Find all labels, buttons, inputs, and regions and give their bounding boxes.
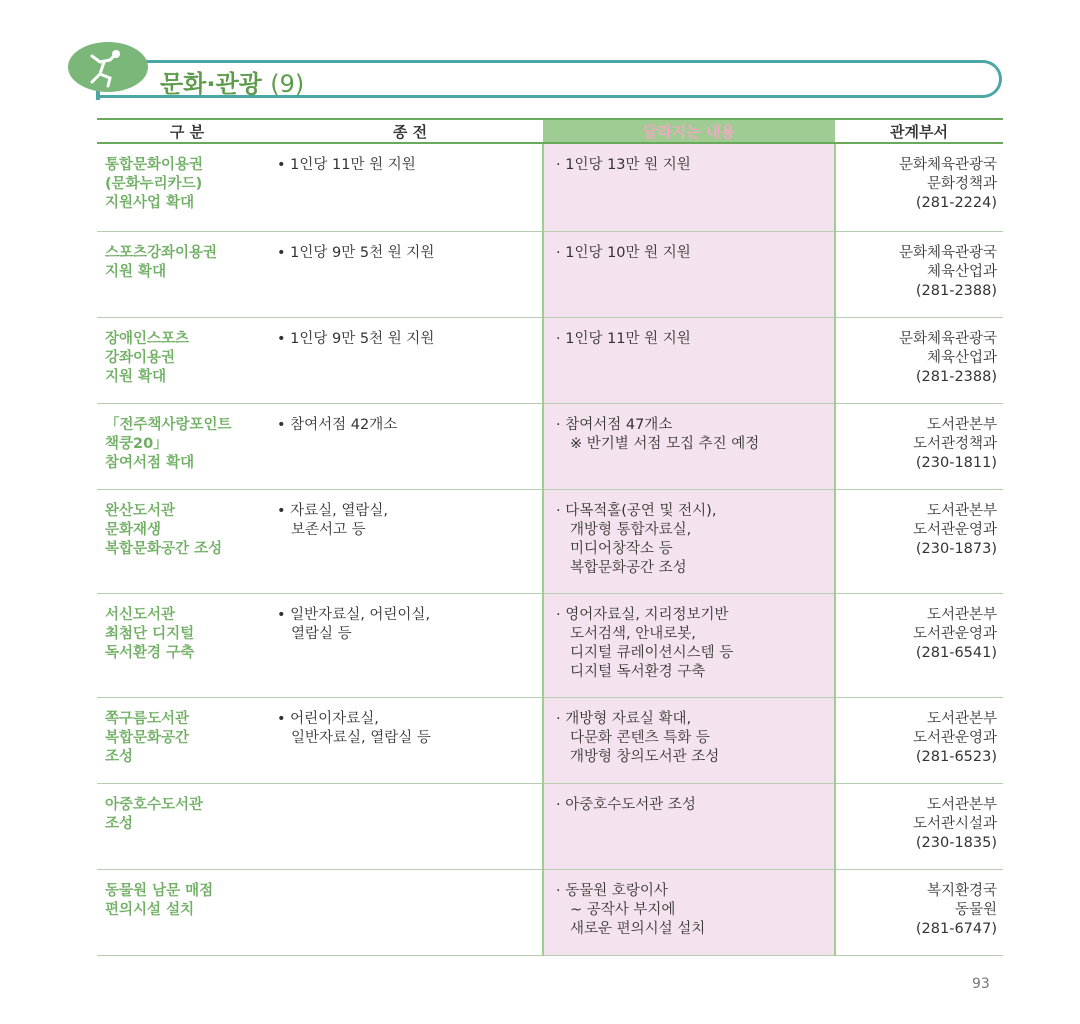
cell-changes-line: 개방형 통합자료실,: [570, 521, 692, 538]
cell-department-line: (281-6747): [915, 920, 997, 937]
title-text: 문화·관광: [160, 70, 262, 98]
cell-department: [835, 143, 1003, 231]
cell-before: [277, 317, 543, 403]
cell-category-line: 문화재생: [105, 521, 162, 538]
cell-category-line: 강좌이용권: [105, 349, 176, 366]
cell-changes-line: 디지털 독서환경 구축: [570, 663, 706, 680]
cell-changes: [543, 697, 835, 783]
cell-before-line: • 일반자료실, 어린이실,: [277, 606, 431, 623]
cell-changes-line: · 동물원 호랑이사: [556, 882, 668, 899]
cell-category-line: (문화누리카드): [105, 176, 203, 192]
cell-before-line: • 1인당 9만 5천 원 지원: [277, 330, 435, 347]
cell-before: [277, 593, 543, 697]
cell-category: [97, 403, 277, 489]
cell-changes: [543, 783, 835, 869]
cell-category-line: 통합문화이용권: [105, 157, 204, 173]
cell-before: [277, 869, 543, 955]
cell-changes: [543, 317, 835, 403]
header-category: 구 분: [97, 119, 277, 143]
section-icon-badge: [68, 42, 148, 92]
cell-department-line: (281-2388): [915, 282, 997, 299]
cell-department-line: 도서관운영과: [912, 729, 997, 746]
cell-changes: [543, 403, 835, 489]
cell-category-line: 독서환경 구축: [105, 644, 195, 661]
dancer-icon: [86, 48, 130, 88]
cell-changes-line: · 참여서점 47개소: [556, 416, 673, 433]
cell-changes: [543, 489, 835, 593]
cell-before: [277, 697, 543, 783]
cell-department-line: 도서관시설과: [912, 815, 997, 832]
cell-department-line: 체육산업과: [926, 349, 997, 366]
cell-before-line: • 참여서점 42개소: [277, 416, 398, 433]
cell-category-line: 복합문화공간 조성: [105, 540, 223, 557]
cell-category-line: 조성: [105, 748, 134, 765]
cell-department: [835, 697, 1003, 783]
cell-category-line: 조성: [105, 815, 134, 832]
table-row: [97, 593, 1003, 697]
cell-changes-line: 개방형 창의도서관 조성: [570, 748, 720, 765]
page-title: [160, 64, 304, 99]
cell-category-line: 지원사업 확대: [105, 195, 195, 211]
cell-category: [97, 143, 277, 231]
cell-category-line: 쪽구름도서관: [105, 710, 190, 727]
table-row: [97, 783, 1003, 869]
table-row: [97, 403, 1003, 489]
cell-category-line: 최첨단 디지털: [105, 625, 195, 642]
cell-department: [835, 593, 1003, 697]
cell-category-line: 복합문화공간: [105, 729, 190, 746]
cell-department: [835, 231, 1003, 317]
cell-department: [835, 869, 1003, 955]
cell-changes-line: 복합문화공간 조성: [570, 559, 687, 576]
cell-department: [835, 403, 1003, 489]
cell-category-line: 장애인스포츠: [105, 330, 190, 347]
cell-department-line: 도서관운영과: [912, 521, 997, 538]
cell-department-line: 도서관본부: [926, 796, 997, 813]
cell-changes-line: 도서검색, 안내로봇,: [570, 625, 696, 642]
cell-category-line: 완산도서관: [105, 502, 176, 519]
cell-before: [277, 143, 543, 231]
cell-department-line: (230-1835): [915, 834, 997, 851]
cell-department-line: (230-1873): [915, 540, 997, 557]
cell-category-line: 동물원 남문 매점: [105, 882, 214, 899]
cell-category-line: 서신도서관: [105, 606, 176, 623]
cell-department-line: 도서관본부: [926, 606, 997, 623]
cell-changes: [543, 143, 835, 231]
cell-changes: [543, 231, 835, 317]
cell-before: [277, 489, 543, 593]
cell-category-line: 편의시설 설치: [105, 901, 195, 918]
cell-changes-line: · 영어자료실, 지리정보기반: [556, 606, 729, 623]
page-number: 93: [972, 976, 990, 992]
table-row: [97, 231, 1003, 317]
cell-department-line: 도서관본부: [926, 502, 997, 519]
cell-department-line: 문화체육관광국: [898, 157, 997, 173]
cell-department-line: 문화정책과: [926, 176, 997, 192]
cell-department-line: 동물원: [954, 901, 997, 918]
policy-table: [97, 118, 1003, 956]
cell-changes-line: · 다목적홀(공연 및 전시),: [556, 502, 717, 519]
cell-department-line: 문화체육관광국: [898, 244, 997, 261]
cell-changes-line: · 1인당 11만 원 지원: [556, 330, 691, 347]
cell-department: [835, 489, 1003, 593]
table-row: [97, 869, 1003, 955]
header-changes: 달라지는 내용: [543, 119, 835, 143]
title-count: (9): [270, 70, 305, 98]
table-row: [97, 489, 1003, 593]
cell-department-line: 도서관본부: [926, 416, 997, 433]
cell-department-line: (281-2388): [915, 368, 997, 385]
cell-category-line: 아중호수도서관: [105, 796, 204, 813]
cell-category-line: 참여서점 확대: [105, 454, 195, 471]
cell-department-line: (281-6523): [915, 748, 997, 765]
table-header-row: [97, 119, 1003, 143]
cell-changes-line: 미디어창작소 등: [570, 540, 673, 557]
cell-department-line: 체육산업과: [926, 263, 997, 280]
cell-before-line: 보존서고 등: [291, 521, 366, 538]
cell-before-line: • 자료실, 열람실,: [277, 502, 389, 519]
table-row: [97, 143, 1003, 231]
cell-before: [277, 783, 543, 869]
cell-category: [97, 231, 277, 317]
cell-department-line: 도서관정책과: [912, 435, 997, 452]
cell-department-line: (281-6541): [915, 644, 997, 661]
cell-category-line: 지원 확대: [105, 368, 167, 385]
cell-changes-line: · 아중호수도서관 조성: [556, 796, 696, 813]
cell-changes: [543, 869, 835, 955]
header-department: 관계부서: [835, 119, 1003, 143]
cell-changes-line: ※ 반기별 서점 모집 추진 예정: [570, 435, 760, 452]
cell-category-line: 책쿵20」: [105, 435, 168, 452]
cell-department-line: (281-2224): [915, 195, 997, 211]
header-before: 종 전: [277, 119, 543, 143]
cell-category: [97, 593, 277, 697]
cell-category: [97, 489, 277, 593]
cell-department: [835, 317, 1003, 403]
cell-department-line: 문화체육관광국: [898, 330, 997, 347]
cell-category-line: 스포츠강좌이용권: [105, 244, 218, 261]
cell-category-line: 「전주책사랑포인트: [105, 416, 232, 433]
cell-before-line: • 어린이자료실,: [277, 710, 379, 727]
cell-changes-line: ~ 공작사 부지에: [570, 901, 676, 918]
cell-changes: [543, 593, 835, 697]
cell-category: [97, 783, 277, 869]
cell-before: [277, 231, 543, 317]
cell-before-line: 일반자료실, 열람실 등: [291, 729, 431, 746]
cell-category: [97, 317, 277, 403]
cell-changes-line: 새로운 편의시설 설치: [570, 920, 706, 937]
cell-changes-line: · 1인당 13만 원 지원: [556, 157, 691, 173]
cell-before-line: • 1인당 9만 5천 원 지원: [277, 244, 435, 261]
cell-before: [277, 403, 543, 489]
cell-department-line: (230-1811): [915, 454, 997, 471]
cell-before-line: • 1인당 11만 원 지원: [277, 157, 416, 173]
table-body: [97, 143, 1003, 955]
cell-department-line: 도서관운영과: [912, 625, 997, 642]
table-row: [97, 697, 1003, 783]
table-row: [97, 317, 1003, 403]
cell-changes-line: 디지털 큐레이션시스템 등: [570, 644, 734, 661]
cell-changes-line: 다문화 콘텐츠 특화 등: [570, 729, 710, 746]
cell-before-line: 열람실 등: [291, 625, 352, 642]
cell-category-line: 지원 확대: [105, 263, 167, 280]
cell-department-line: 도서관본부: [926, 710, 997, 727]
cell-changes-line: · 개방형 자료실 확대,: [556, 710, 692, 727]
cell-category: [97, 697, 277, 783]
cell-changes-line: · 1인당 10만 원 지원: [556, 244, 691, 261]
cell-category: [97, 869, 277, 955]
cell-department: [835, 783, 1003, 869]
cell-department-line: 복지환경국: [926, 882, 997, 899]
